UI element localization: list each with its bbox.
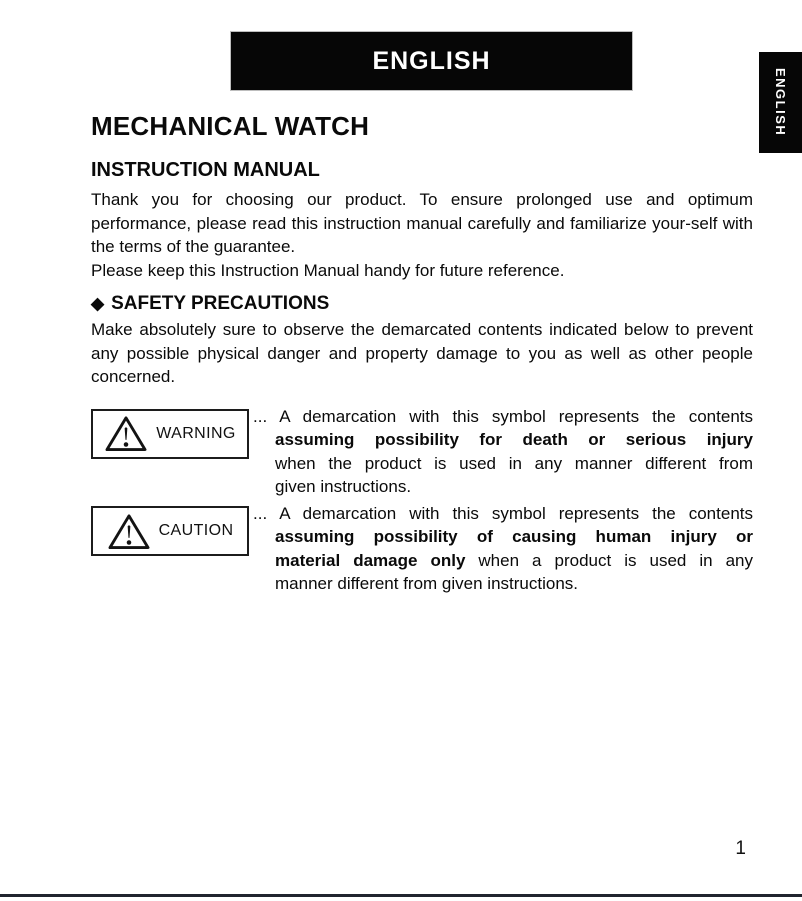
notice-line: ... A demarcation with this symbol represents the contents: [253, 406, 753, 426]
page-content: [91, 0, 753, 595]
warning-triangle-icon: [107, 512, 151, 551]
language-side-tab: [759, 52, 802, 153]
notices: [91, 406, 753, 595]
notice-line: assuming possibility of causing human injury or: [275, 527, 753, 547]
notice-line: material damage only when a product is used in any: [275, 550, 753, 570]
warning-box: [91, 409, 249, 459]
safety-precautions-body: Make absolutely sure to observe the demarcated contents indicated below to prevent any possible physical danger and property damage to you as well as other people concerned.: [91, 319, 753, 387]
notice-line: manner different from given instructions.: [275, 574, 578, 593]
bottom-rule: [0, 894, 802, 897]
language-side-tab-label: ENGLISH: [773, 68, 788, 137]
keep-manual-note: Please keep this Instruction Manual handy for future reference.: [91, 261, 565, 281]
safety-precautions-heading: [91, 292, 753, 316]
page-number: 1: [735, 838, 746, 859]
notice-label: WARNING: [156, 424, 236, 442]
safety-precautions-heading-text: SAFETY PRECAUTIONS: [111, 292, 330, 314]
notice-line: assuming possibility for death or serious injury: [275, 430, 753, 450]
language-banner-label: ENGLISH: [372, 46, 491, 75]
notice-label: CAUTION: [158, 522, 234, 540]
notice-line: given instructions.: [275, 476, 412, 496]
notice-row: [91, 406, 753, 498]
notice-text: [253, 405, 753, 498]
page-title: MECHANICAL WATCH: [91, 111, 370, 141]
notice-row: [91, 506, 753, 595]
subtitle: INSTRUCTION MANUAL: [91, 159, 320, 181]
notice-line: when the product is used in any manner different from: [275, 453, 753, 473]
intro-paragraph: Thank you for choosing our product. To ensure prolonged use and optimum performance, please read this instruction manual carefully and familiarize your-self with the terms of the guarantee.: [91, 190, 753, 257]
caution-box: [91, 506, 249, 556]
diamond-icon: ◆: [91, 293, 105, 313]
warning-triangle-icon: [104, 414, 148, 453]
notice-line: ... A demarcation with this symbol represents the contents: [253, 504, 753, 524]
notice-text: [253, 502, 753, 595]
